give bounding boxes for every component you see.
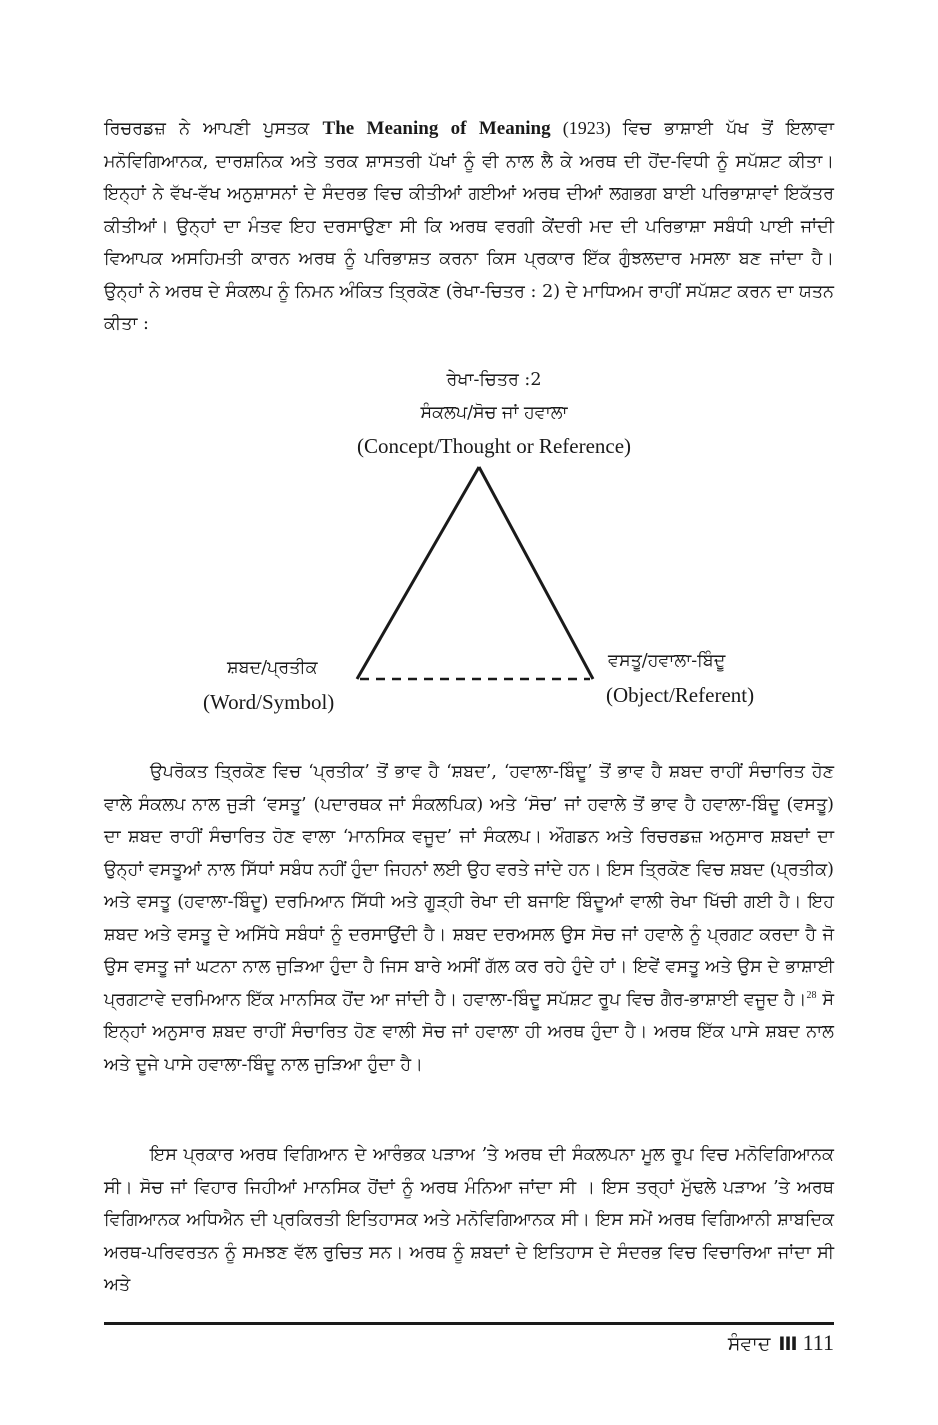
book-year: (1923) [550, 118, 623, 138]
book-title: The Meaning of Meaning [322, 118, 551, 139]
paragraph-triangle-explanation-start: ਉਪਰੋਕਤ ਤ੍ਰਿਕੋਣ ਵਿਚ ‘ਪ੍ਰਤੀਕ’ ਤੋਂ ਭਾਵ ਹੈ ‘ਸ਼ਬਦ’, ‘ਹਵਾਲਾ-ਬਿੰਦੂ’ ਤੋਂ ਭਾਵ ਹੈ ਸ਼ਬਦ ਰਾਹੀਂ ਸੰਚਾਰਿਤ ਹੋਣ ਵਾਲੇ ਸੰਕਲਪ ਨਾਲ ਜੁੜੀ ‘ਵਸਤੂ’ (ਪਦਾਰਥਕ ਜਾਂ ਸੰਕਲਪਿਕ) ਅਤੇ ‘ਸੋਚ’ ਜਾਂ ਹਵਾਲੇ ਤੋਂ ਭਾਵ ਹੈ ਹਵਾਲਾ-ਬਿੰਦੂ (ਵਸਤੂ) ਦਾ ਸ਼ਬਦ ਰਾਹੀਂ ਸੰਚਾਰਿਤ ਹੋਣ ਵਾਲਾ ‘ਮਾਨਸਿਕ ਵਜੂਦ’ ਜਾਂ ਸੰਕਲਪ। ਔਗਡਨ ਅਤੇ ਰਿਚਰਡਜ਼ ਅਨੁਸਾਰ ਸ਼ਬਦਾਂ ਦਾ ਉਨ੍ਹਾਂ ਵਸਤੂਆਂ ਨਾਲ ਸਿੱਧਾਂ ਸਬੰਧ ਨਹੀਂ ਹੁੰਦਾ ਜਿਹਨਾਂ ਲਈ ਉਹ ਵਰਤੇ ਜਾਂਦੇ ਹਨ। ਇਸ ਤ੍ਰਿਕੋਣ ਵਿਚ ਸ਼ਬਦ (ਪ੍ਰਤੀਕ) ਅਤੇ ਵਸਤੂ (ਹਵਾਲਾ-ਬਿੰਦੂ) ਦਰਮਿਆਨ ਸਿੱਧੀ ਅਤੇ ਗੂੜ੍ਹੀ ਰੇਖਾ ਦੀ ਬਜਾਇ ਬਿੰਦੂਆਂ ਵਾਲੀ ਰੇਖਾ ਖਿੱਚੀ ਗਈ ਹੈ। ਇਹ ਸ਼ਬਦ ਅਤੇ ਵਸਤੂ ਦੇ ਅਸਿੱਧੇ ਸਬੰਧਾਂ ਨੂੰ ਦਰਸਾਉਂਦੀ ਹੈ। ਸ਼ਬਦ ਦਰਅਸਲ ਉਸ ਸੋਚ ਜਾਂ ਹਵਾਲੇ ਨੂੰ ਪ੍ਰਗਟ ਕਰਦਾ ਹੈ ਜੋ ਉਸ ਵਸਤੂ ਜਾਂ ਘਟਨਾ ਨਾਲ ਜੁੜਿਆ ਹੁੰਦਾ ਹੈ ਜਿਸ ਬਾਰੇ ਅਸੀਂ ਗੱਲ ਕਰ ਰਹੇ ਹੁੰਦੇ ਹਾਂ। ਇਵੇਂ ਵਸਤੂ ਅਤੇ ਉਸ ਦੇ ਭਾਸ਼ਾਈ ਪ੍ਰਗਟਾਵੇ ਦਰਮਿਆਨ ਇੱਕ ਮਾਨਸਿਕ ਹੋਂਦ ਆ ਜਾਂਦੀ ਹੈ। ਹਵਾਲਾ-ਬਿੰਦੂ ਸਪੱਸ਼ਟ ਰੂਪ ਵਿਚ ਗੈਰ-ਭਾਸ਼ਾਈ ਵਜੂਦ ਹੈ। [104, 762, 834, 1010]
semiotic-triangle-diagram [104, 0, 834, 760]
paragraph-intro-rest: ਵਿਚ ਭਾਸ਼ਾਈ ਪੱਖ ਤੋਂ ਇਲਾਵਾ ਮਨੋਵਿਗਿਆਨਕ, ਦਾਰਸ਼ਨਿਕ ਅਤੇ ਤਰਕ ਸ਼ਾਸਤਰੀ ਪੱਖਾਂ ਨੂੰ ਵੀ ਨਾਲ ਲੈ ਕੇ ਅਰਥ ਦੀ ਹੋਂਦ-ਵਿਧੀ ਨੂੰ ਸਪੱਸ਼ਟ ਕੀਤਾ। ਇਨ੍ਹਾਂ ਨੇ ਵੱਖ-ਵੱਖ ਅਨੁਸ਼ਾਸਨਾਂ ਦੇ ਸੰਦਰਭ ਵਿਚ ਕੀਤੀਆਂ ਗਈਆਂ ਅਰਥ ਦੀਆਂ ਲਗਭਗ ਬਾਈ ਪਰਿਭਾਸ਼ਾਵਾਂ ਇਕੱਤਰ ਕੀਤੀਆਂ। ਉਨ੍ਹਾਂ ਦਾ ਮੰਤਵ ਇਹ ਦਰਸਾਉਣਾ ਸੀ ਕਿ ਅਰਥ ਵਰਗੀ ਕੇਂਦਰੀ ਮਦ ਦੀ ਪਰਿਭਾਸ਼ਾ ਸਬੰਧੀ ਪਾਈ ਜਾਂਦੀ ਵਿਆਪਕ ਅਸਹਿਮਤੀ ਕਾਰਨ ਅਰਥ ਨੂੰ ਪਰਿਭਾਸ਼ਤ ਕਰਨਾ ਕਿਸ ਪ੍ਰਕਾਰ ਇੱਕ ਗੁੰਝਲਦਾਰ ਮਸਲਾ ਬਣ ਜਾਂਦਾ ਹੈ। ਉਨ੍ਹਾਂ ਨੇ ਅਰਥ ਦੇ ਸੰਕਲਪ ਨੂੰ ਨਿਮਨ ਅੰਕਿਤ ਤ੍ਰਿਕੋਣ (ਰੇਖਾ-ਚਿਤਰ : 2) ਦੇ ਮਾਧਿਅਮ ਰਾਹੀਂ ਸਪੱਸ਼ਟ ਕਰਨ ਦਾ ਯਤਨ ਕੀਤਾ : [104, 119, 834, 334]
object-referent-label-punjabi: ਵਸਤੂ/ਹਵਾਲਾ-ਬਿੰਦੂ [608, 651, 726, 671]
triangle-left-edge [357, 467, 479, 679]
triangle-top-label-punjabi: ਸੰਕਲਪ/ਸੋਚ ਜਾਂ ਹਵਾਲਾ [420, 403, 568, 423]
triangle-top-label-english: (Concept/Thought or Reference) [356, 434, 632, 458]
page-number: 111 [802, 1330, 834, 1355]
book-page [104, 0, 834, 1425]
footer-rule [104, 1322, 834, 1325]
journal-name: ਸੰਵਾਦ [727, 1333, 771, 1355]
triangle-right-edge [479, 467, 593, 679]
page-footer [728, 1330, 834, 1356]
footnote-marker: 28 [806, 989, 817, 1001]
footer-separator: III [778, 1333, 797, 1355]
word-symbol-label-punjabi: ਸ਼ਬਦ/ਪ੍ਰਤੀਕ [227, 658, 318, 678]
object-referent-label-english: (Object/Referent) [606, 683, 755, 707]
word-symbol-label-english: (Word/Symbol) [203, 690, 335, 714]
paragraph-intro-start: ਰਿਚਰਡਜ਼ ਨੇ ਆਪਣੀ ਪੁਸਤਕ [104, 119, 323, 139]
paragraph-triangle-explanation [104, 756, 834, 1081]
figure-caption: ਰੇਖਾ-ਚਿਤਰ :2 [446, 370, 542, 390]
paragraph-triangle-explanation-rest: ਸੋ ਇਨ੍ਹਾਂ ਅਨੁਸਾਰ ਸ਼ਬਦ ਰਾਹੀਂ ਸੰਚਾਰਿਤ ਹੋਣ ਵਾਲੀ ਸੋਚ ਜਾਂ ਹਵਾਲਾ ਹੀ ਅਰਥ ਹੁੰਦਾ ਹੈ। ਅਰਥ ਇੱਕ ਪਾਸੇ ਸ਼ਬਦ ਨਾਲ ਅਤੇ ਦੂਜੇ ਪਾਸੇ ਹਵਾਲਾ-ਬਿੰਦੂ ਨਾਲ ਜੁੜਿਆ ਹੁੰਦਾ ਹੈ। [104, 989, 834, 1075]
paragraph-early-semantics: ਇਸ ਪ੍ਰਕਾਰ ਅਰਥ ਵਿਗਿਆਨ ਦੇ ਆਰੰਭਕ ਪੜਾਅ ’ਤੇ ਅਰਥ ਦੀ ਸੰਕਲਪਨਾ ਮੂਲ ਰੂਪ ਵਿਚ ਮਨੋਵਿਗਿਆਨਕ ਸੀ। ਸੋਚ ਜਾਂ ਵਿਹਾਰ ਜਿਹੀਆਂ ਮਾਨਸਿਕ ਹੋਂਦਾਂ ਨੂੰ ਅਰਥ ਮੰਨਿਆ ਜਾਂਦਾ ਸੀ । ਇਸ ਤਰ੍ਹਾਂ ਮੁੱਢਲੇ ਪੜਾਅ ’ਤੇ ਅਰਥ ਵਿਗਿਆਨਕ ਅਧਿਐਨ ਦੀ ਪ੍ਰਕਿਰਤੀ ਇਤਿਹਾਸਕ ਅਤੇ ਮਨੋਵਿਗਿਆਨਕ ਸੀ। ਇਸ ਸਮੇਂ ਅਰਥ ਵਿਗਿਆਨੀ ਸ਼ਾਬਦਿਕ ਅਰਥ-ਪਰਿਵਰਤਨ ਨੂੰ ਸਮਝਣ ਵੱਲ ਰੁਚਿਤ ਸਨ। ਅਰਥ ਨੂੰ ਸ਼ਬਦਾਂ ਦੇ ਇਤਿਹਾਸ ਦੇ ਸੰਦਰਭ ਵਿਚ ਵਿਚਾਰਿਆ ਜਾਂਦਾ ਸੀ ਅਤੇ [104, 1145, 834, 1295]
